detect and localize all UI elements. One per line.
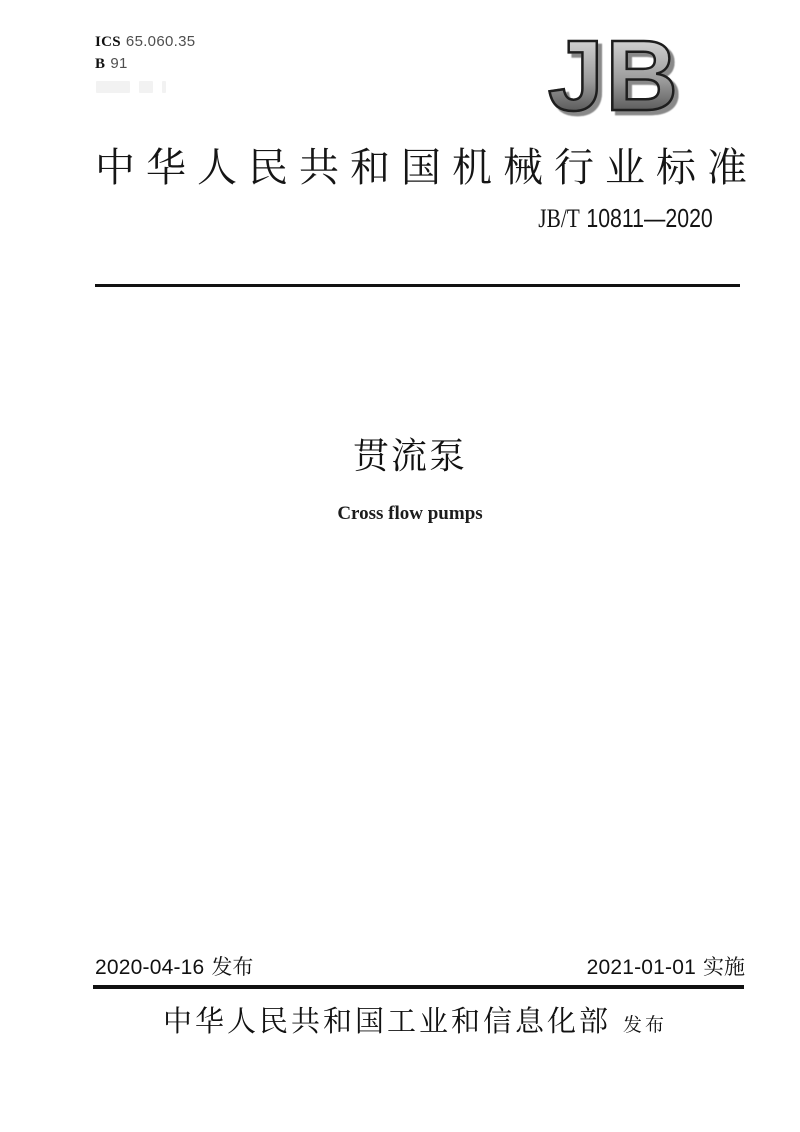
issue-date: 2020-04-16 xyxy=(95,956,205,979)
implement-date-group xyxy=(587,954,745,981)
classification-value: 91 xyxy=(110,55,128,72)
classification-line xyxy=(95,53,195,75)
implement-date-label: 实施 xyxy=(703,956,745,979)
issue-date-label: 发布 xyxy=(211,956,254,979)
publisher-action-label: 发布 xyxy=(623,1015,668,1036)
faint-watermark-marks xyxy=(96,81,166,93)
standard-category-title: 中华人民共和国机械行业标准 xyxy=(95,146,758,190)
ics-value: 65.060.35 xyxy=(125,33,196,50)
bottom-rule xyxy=(93,985,744,989)
ics-label: ICS xyxy=(95,34,121,50)
jb-standard-logo: JB xyxy=(548,20,680,132)
top-rule xyxy=(95,284,740,287)
designation-number: 10811—2020 xyxy=(586,203,713,233)
publisher-row xyxy=(30,999,800,1040)
implement-date: 2021-01-01 xyxy=(586,956,696,979)
designation-prefix: JB/T xyxy=(538,204,580,233)
issue-date-group xyxy=(95,954,253,981)
ics-line xyxy=(95,31,195,53)
publisher-name: 中华人民共和国工业和信息化部 xyxy=(162,1006,611,1038)
dates-row xyxy=(95,954,745,981)
document-title-chinese: 贯流泵 xyxy=(352,435,467,476)
document-title-english: Cross flow pumps xyxy=(337,503,483,524)
classification-label: B xyxy=(95,56,106,72)
standard-designation xyxy=(539,203,713,234)
ics-block xyxy=(95,31,195,75)
